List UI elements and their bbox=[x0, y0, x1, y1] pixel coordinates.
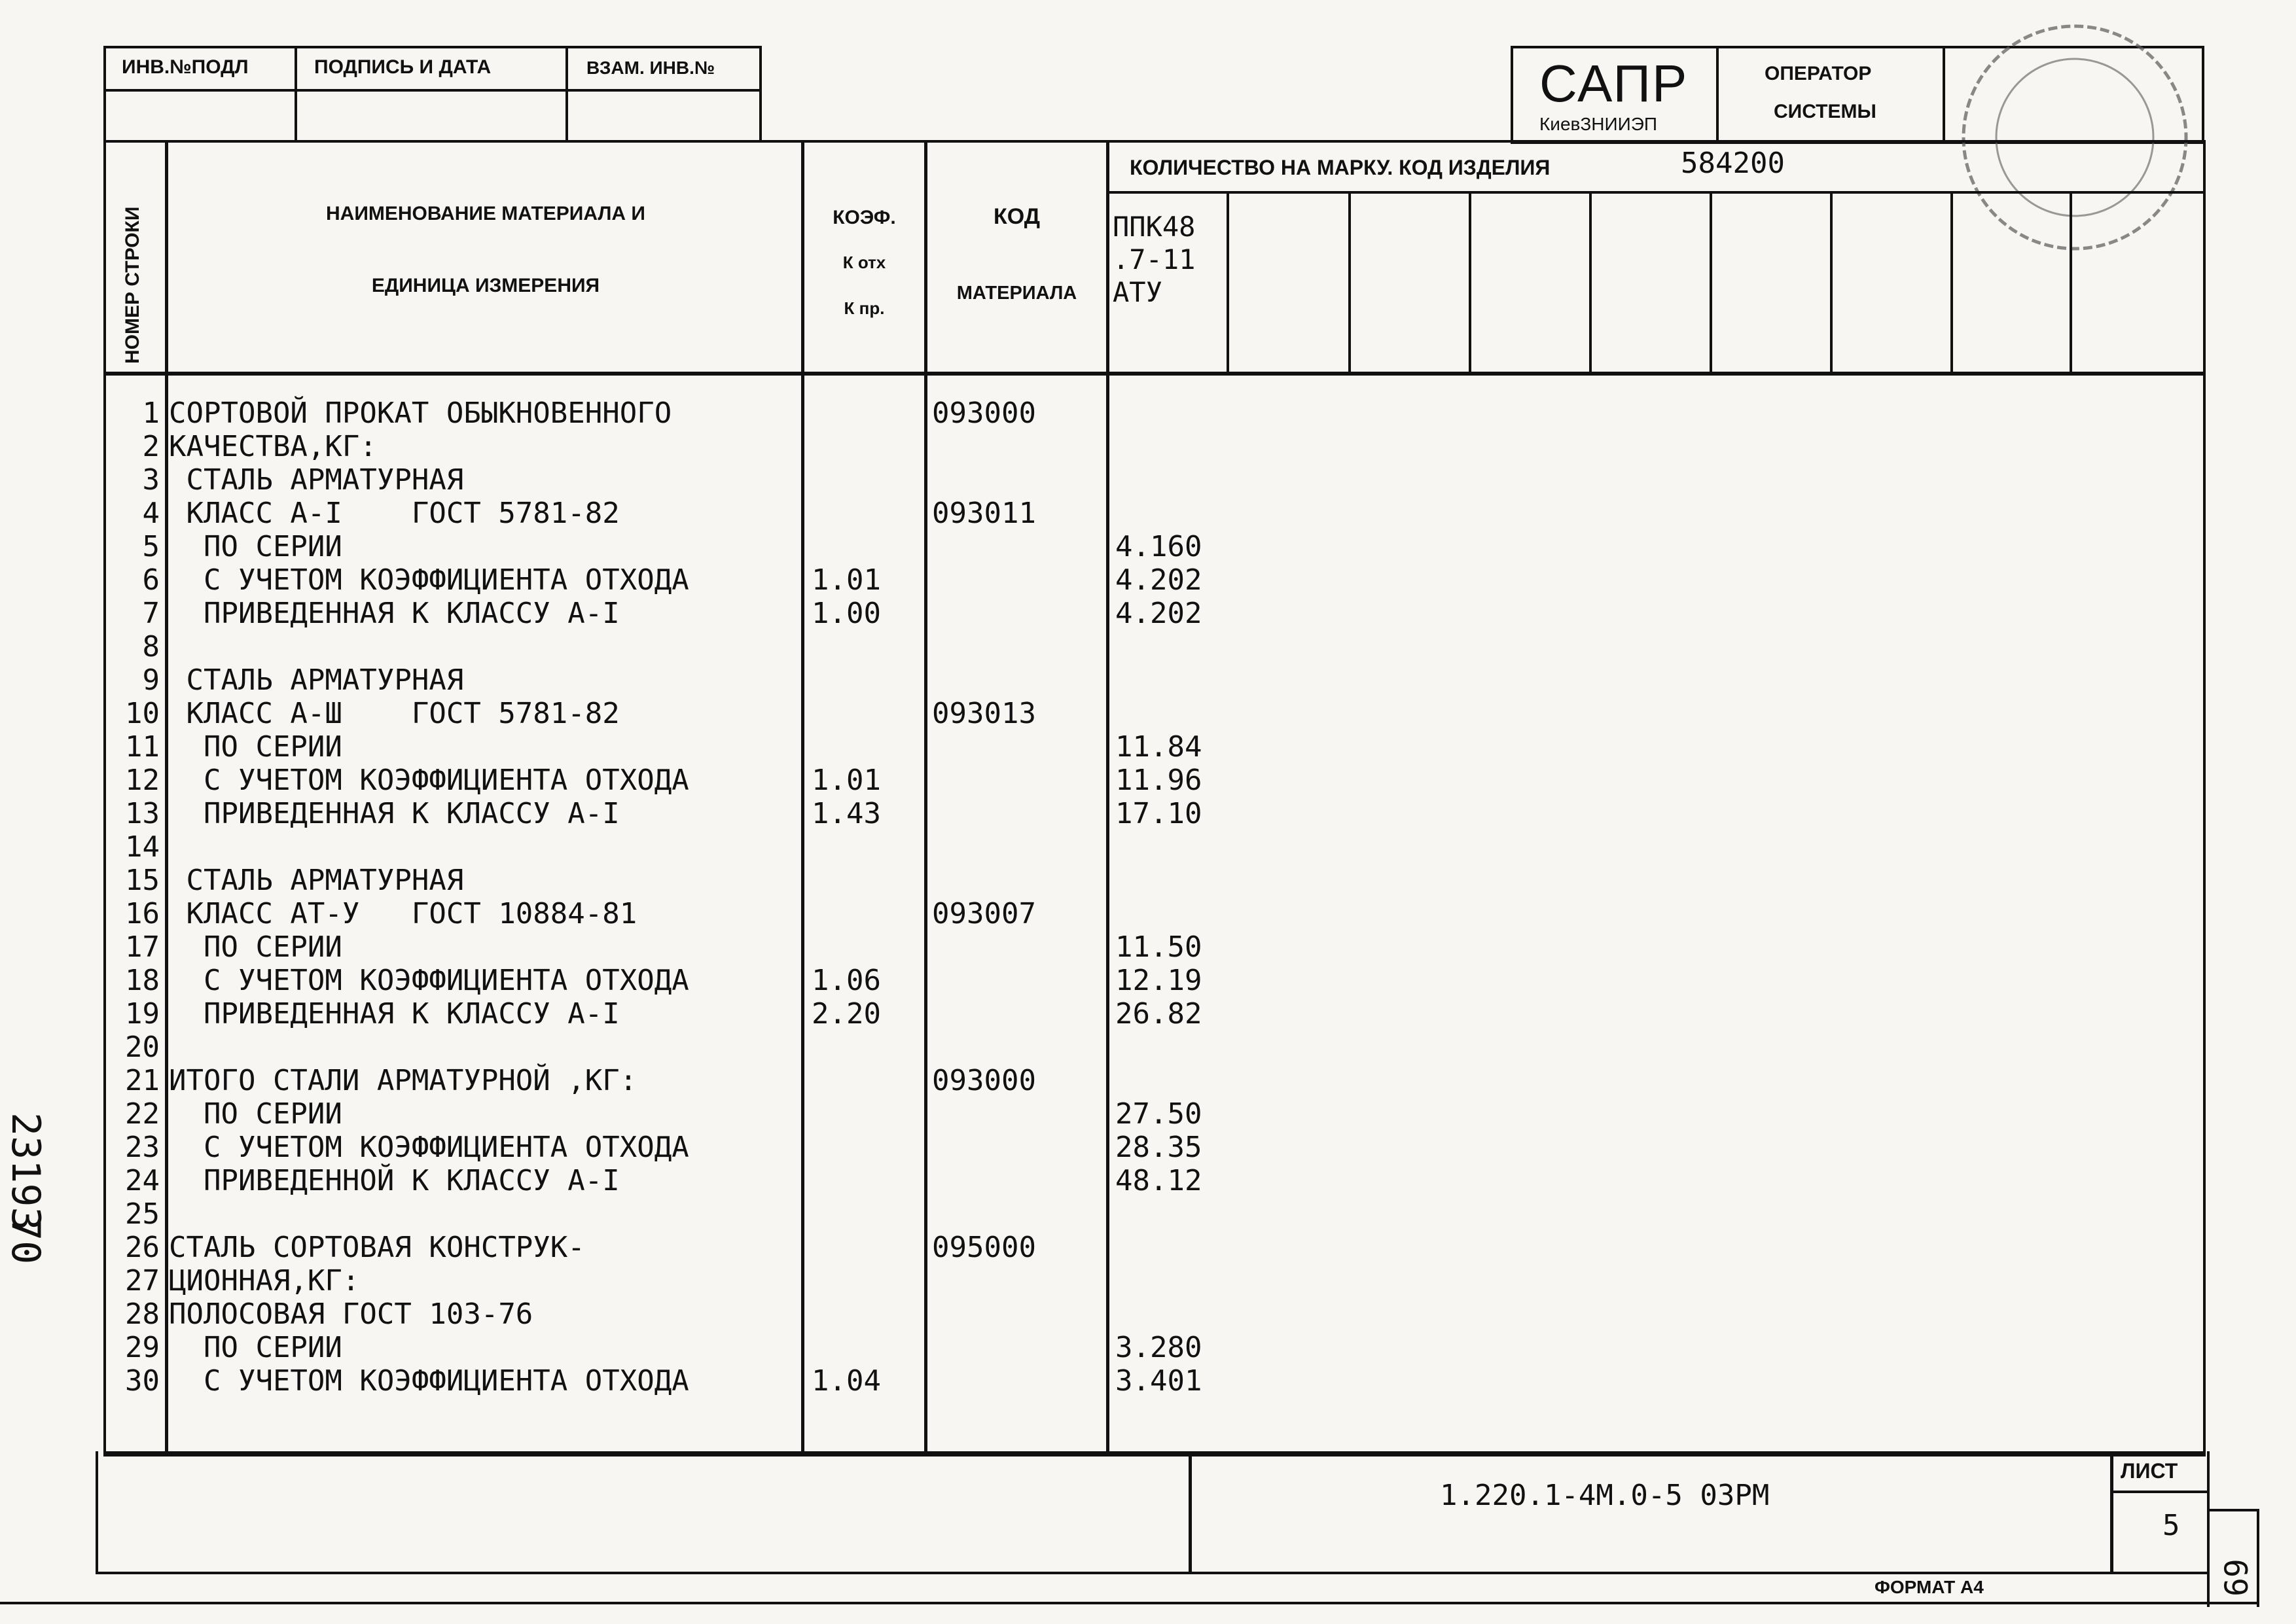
row-quantity: 4.202 bbox=[1115, 597, 1202, 630]
mark-line2: .7-11 bbox=[1113, 243, 1196, 275]
operator-line2: СИСТЕМЫ bbox=[1774, 101, 1876, 122]
name-header-line2: ЕДИНИЦА ИЗМЕРЕНИЯ bbox=[371, 275, 600, 296]
coef-header-line1: КОЭФ. bbox=[833, 207, 896, 228]
code-header-line1: КОД bbox=[994, 204, 1040, 229]
row-material-name: ПОЛОСОВАЯ ГОСТ 103-76 bbox=[169, 1297, 533, 1331]
row-coef: 1.43 bbox=[812, 797, 881, 830]
sapr-title: САПР bbox=[1539, 54, 1689, 113]
row-number: 9 bbox=[142, 663, 160, 697]
row-quantity: 48.12 bbox=[1115, 1164, 1202, 1197]
row-material-name: С УЧЕТОМ КОЭФФИЦИЕНТА ОТХОДА bbox=[169, 764, 689, 797]
sheet-label: ЛИСТ bbox=[2121, 1459, 2178, 1483]
coef-header-line2: К отх bbox=[842, 253, 886, 272]
row-number: 27 bbox=[125, 1264, 160, 1297]
row-coef: 1.00 bbox=[812, 597, 881, 630]
row-material-name: СТАЛЬ АРМАТУРНАЯ bbox=[169, 864, 464, 897]
sheet-number: 5 bbox=[2162, 1509, 2180, 1542]
row-material-code: 093007 bbox=[932, 897, 1036, 930]
row-number: 5 bbox=[142, 530, 160, 563]
row-material-name: ПО СЕРИИ bbox=[169, 530, 342, 563]
row-quantity: 11.50 bbox=[1115, 930, 1202, 964]
row-material-name: С УЧЕТОМ КОЭФФИЦИЕНТА ОТХОДА bbox=[169, 1131, 689, 1164]
row-coef: 1.01 bbox=[812, 764, 881, 797]
name-header-line1: НАИМЕНОВАНИЕ МАТЕРИАЛА И bbox=[325, 203, 645, 224]
row-number: 16 bbox=[125, 897, 160, 930]
row-number: 6 bbox=[142, 563, 160, 597]
row-number: 12 bbox=[125, 764, 160, 797]
row-material-code: 095000 bbox=[932, 1231, 1036, 1264]
podpis-data-label: ПОДПИСЬ И ДАТА bbox=[314, 56, 492, 78]
archive-suffix: 70 bbox=[3, 1217, 48, 1265]
row-material-name: ПО СЕРИИ bbox=[169, 1097, 342, 1131]
format-label: ФОРМАТ А4 bbox=[1874, 1577, 1984, 1597]
code-header-line2: МАТЕРИАЛА bbox=[956, 283, 1077, 304]
row-quantity: 12.19 bbox=[1115, 964, 1202, 997]
row-number: 4 bbox=[142, 497, 160, 530]
row-quantity: 4.160 bbox=[1115, 530, 1202, 563]
product-code: 584200 bbox=[1681, 147, 1785, 180]
row-material-name: КЛАСС А-I ГОСТ 5781-82 bbox=[169, 497, 620, 530]
row-material-code: 093013 bbox=[932, 697, 1036, 730]
row-number: 14 bbox=[125, 830, 160, 864]
row-number: 13 bbox=[125, 797, 160, 830]
row-number: 7 bbox=[142, 597, 160, 630]
row-material-name: КАЧЕСТВА,КГ: bbox=[169, 430, 377, 463]
row-material-name: ПРИВЕДЕННАЯ К КЛАССУ А-I bbox=[169, 597, 620, 630]
row-number: 24 bbox=[125, 1164, 160, 1197]
row-number: 20 bbox=[125, 1031, 160, 1064]
row-number: 2 bbox=[142, 430, 160, 463]
row-material-name: КЛАСС АТ-У ГОСТ 10884-81 bbox=[169, 897, 637, 930]
row-quantity: 26.82 bbox=[1115, 997, 1202, 1031]
row-coef: 2.20 bbox=[812, 997, 881, 1031]
row-number: 1 bbox=[142, 397, 160, 430]
row-material-name: ПО СЕРИИ bbox=[169, 730, 342, 764]
row-material-name: ЦИОННАЯ,КГ: bbox=[169, 1264, 360, 1297]
row-number: 19 bbox=[125, 997, 160, 1031]
row-number: 22 bbox=[125, 1097, 160, 1131]
row-quantity: 11.96 bbox=[1115, 764, 1202, 797]
row-material-name: ПО СЕРИИ bbox=[169, 1331, 342, 1364]
row-material-name: С УЧЕТОМ КОЭФФИЦИЕНТА ОТХОДА bbox=[169, 1364, 689, 1398]
row-number: 30 bbox=[125, 1364, 160, 1398]
row-quantity: 17.10 bbox=[1115, 797, 1202, 830]
vzam-inv-label: ВЗАМ. ИНВ.№ bbox=[586, 58, 715, 78]
row-material-name: СТАЛЬ АРМАТУРНАЯ bbox=[169, 663, 464, 697]
row-material-code: 093000 bbox=[932, 397, 1036, 430]
row-material-name: ПРИВЕДЕННАЯ К КЛАССУ А-I bbox=[169, 997, 620, 1031]
row-material-code: 093000 bbox=[932, 1064, 1036, 1097]
stamp-block bbox=[103, 46, 762, 143]
coef-header-line3: К пр. bbox=[844, 298, 885, 318]
row-material-name: ПРИВЕДЕННАЯ К КЛАССУ А-I bbox=[169, 797, 620, 830]
row-material-name: С УЧЕТОМ КОЭФФИЦИЕНТА ОТХОДА bbox=[169, 964, 689, 997]
row-quantity: 28.35 bbox=[1115, 1131, 1202, 1164]
mark-line1: ППК48 bbox=[1113, 211, 1196, 243]
row-quantity: 27.50 bbox=[1115, 1097, 1202, 1131]
row-quantity: 4.202 bbox=[1115, 563, 1202, 597]
row-number: 23 bbox=[125, 1131, 160, 1164]
row-number: 8 bbox=[142, 630, 160, 663]
row-coef: 1.04 bbox=[812, 1364, 881, 1398]
mark-line3: АТУ bbox=[1113, 276, 1162, 308]
row-number: 29 bbox=[125, 1331, 160, 1364]
row-number: 17 bbox=[125, 930, 160, 964]
row-number: 10 bbox=[125, 697, 160, 730]
row-quantity: 3.280 bbox=[1115, 1331, 1202, 1364]
row-material-name: ПО СЕРИИ bbox=[169, 930, 342, 964]
row-material-name: КЛАСС А-Ш ГОСТ 5781-82 bbox=[169, 697, 620, 730]
quantity-label: КОЛИЧЕСТВО НА МАРКУ. КОД ИЗДЕЛИЯ bbox=[1130, 156, 1551, 179]
row-number: 21 bbox=[125, 1064, 160, 1097]
row-number: 25 bbox=[125, 1197, 160, 1231]
operator-line1: ОПЕРАТОР bbox=[1765, 63, 1872, 84]
row-material-code: 093011 bbox=[932, 497, 1036, 530]
row-material-name: СТАЛЬ АРМАТУРНАЯ bbox=[169, 463, 464, 497]
row-number: 26 bbox=[125, 1231, 160, 1264]
row-number: 18 bbox=[125, 964, 160, 997]
row-coef: 1.06 bbox=[812, 964, 881, 997]
row-quantity: 11.84 bbox=[1115, 730, 1202, 764]
row-material-name: С УЧЕТОМ КОЭФФИЦИЕНТА ОТХОДА bbox=[169, 563, 689, 597]
footer-frame bbox=[96, 1451, 2210, 1574]
row-material-name: ИТОГО СТАЛИ АРМАТУРНОЙ ,КГ: bbox=[169, 1064, 637, 1097]
doc-code: 1.220.1-4М.0-5 03РМ bbox=[1440, 1479, 1770, 1512]
row-material-name: СТАЛЬ СОРТОВАЯ КОНСТРУК- bbox=[169, 1231, 585, 1264]
row-coef: 1.01 bbox=[812, 563, 881, 597]
row-material-name: СОРТОВОЙ ПРОКАТ ОБЫКНОВЕННОГО bbox=[169, 397, 672, 430]
row-number: 28 bbox=[125, 1297, 160, 1331]
row-number: 11 bbox=[125, 730, 160, 764]
page-number: 69 bbox=[2219, 1559, 2255, 1597]
org-name: КиевЗНИИЭП bbox=[1539, 114, 1658, 134]
row-number: 15 bbox=[125, 864, 160, 897]
archive-number: 23193 bbox=[3, 1112, 48, 1231]
inv-podl-label: ИНВ.№ПОДЛ bbox=[122, 56, 249, 78]
row-quantity: 3.401 bbox=[1115, 1364, 1202, 1398]
line-number-header: НОМЕР СТРОКИ bbox=[122, 206, 143, 364]
row-number: 3 bbox=[142, 463, 160, 497]
row-material-name: ПРИВЕДЕННОЙ К КЛАССУ А-I bbox=[169, 1164, 620, 1197]
